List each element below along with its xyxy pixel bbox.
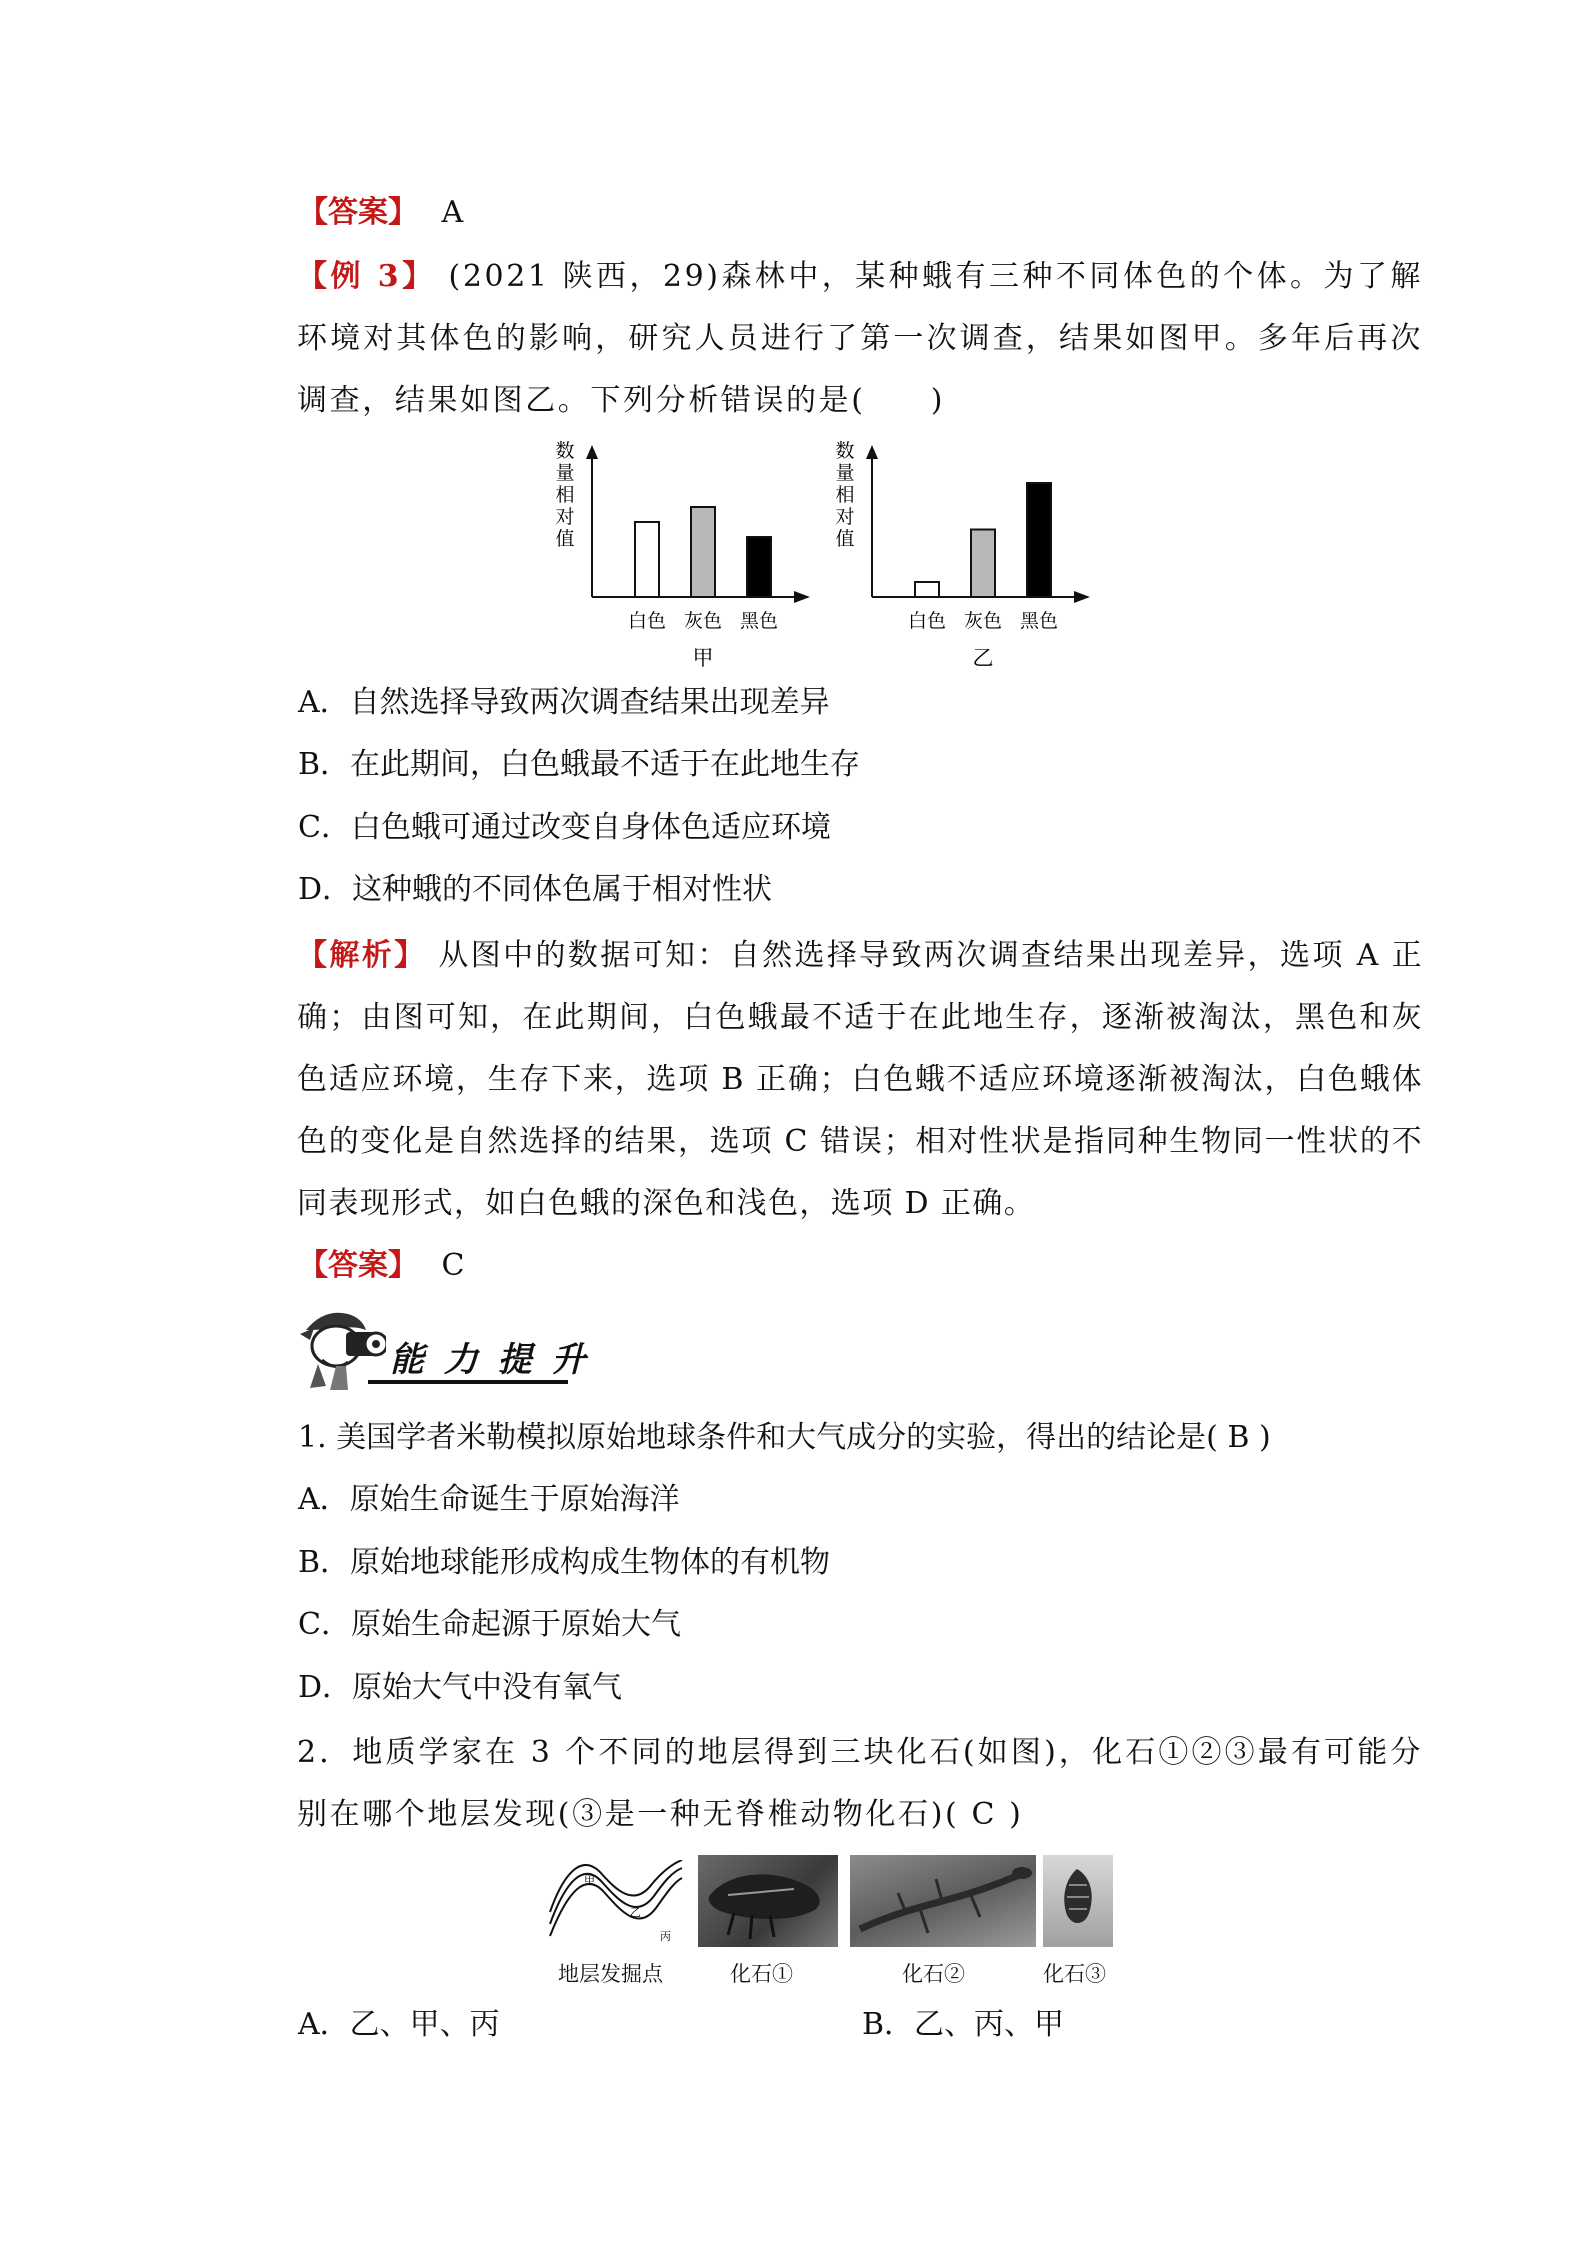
fossil-2-image xyxy=(850,1855,1036,1947)
chart-yi-ylabel-char: 数 xyxy=(835,440,855,462)
chart-yi-bar-2 xyxy=(971,530,995,598)
caption-fossil-3: 化石③ xyxy=(1043,1962,1106,1986)
fossil-1-image xyxy=(698,1855,838,1947)
chart-jia-ylabel-char: 对 xyxy=(555,506,575,528)
caption-fossil-1: 化石① xyxy=(730,1962,793,1986)
chart-jia-ylabel-char: 值 xyxy=(555,528,575,550)
answer-value: A xyxy=(441,195,464,230)
answer-value: C xyxy=(441,1248,465,1283)
q1-option-a: A．原始生命诞生于原始海洋 xyxy=(298,1482,680,1517)
chart-jia-bar-3 xyxy=(747,537,771,597)
chart-yi-bar-3 xyxy=(1027,483,1051,597)
chart-jia-bar-2 xyxy=(691,507,715,597)
chart-yi-x-arrow xyxy=(1074,591,1090,603)
layer-label-jia: 甲 xyxy=(584,1874,595,1887)
layer-label-bing: 丙 xyxy=(660,1930,671,1943)
chart-jia-category-label: 黑色 xyxy=(739,610,779,632)
analysis-tag: 【解析】 xyxy=(297,938,427,973)
chart-jia-title: 甲 xyxy=(692,646,714,670)
answer-line-2 xyxy=(298,1246,465,1286)
chart-yi-category-label: 白色 xyxy=(907,610,947,632)
q1-option-d: D．原始大气中没有氧气 xyxy=(298,1670,623,1705)
chart-yi-y-arrow xyxy=(866,445,878,459)
chart-yi-title: 乙 xyxy=(972,646,994,670)
chart-yi-category-label: 黑色 xyxy=(1019,610,1059,632)
q1-option-b: B．原始地球能形成构成生物体的有机物 xyxy=(298,1545,831,1580)
strata-diagram xyxy=(548,1860,683,1945)
chart-jia-x-arrow xyxy=(794,591,810,603)
q2-option-a: A．乙、甲、丙 xyxy=(298,2007,500,2042)
section-title: 能 力 提 升 xyxy=(390,1340,590,1380)
chart-yi-ylabel-char: 对 xyxy=(835,506,855,528)
analysis-text: 从图中的数据可知：自然选择导致两次调查结果出现差异，选项 A 正确；由图可知，在此期间，白色蛾最不适于在此地生存，逐渐被淘汰，黑色和灰色适应环境，生存下来，选项 B 正确；白色蛾不适应环境逐渐被淘汰，白色蛾体色的变化是自然选择的结果，选项 C 错误；相对性状是指同种生物同一性状的不同表现形式，如白色蛾的深色和浅色，选项 D 正确。 xyxy=(297,938,1423,1221)
example-option-c: C．白色蛾可通过改变自身体色适应环境 xyxy=(298,810,831,845)
chart-jia-ylabel-char: 相 xyxy=(555,484,575,506)
chart-yi-category-label: 灰色 xyxy=(963,610,1003,632)
example-3-question xyxy=(237,246,1423,432)
chart-yi-bar-1 xyxy=(915,582,939,597)
chart-jia-y-arrow xyxy=(586,445,598,459)
q1-text: 1. 美国学者米勒模拟原始地球条件和大气成分的实验，得出的结论是( B ) xyxy=(298,1420,1271,1455)
chart-yi-ylabel-char: 相 xyxy=(835,484,855,506)
answer-tag: 【答案】 xyxy=(298,1248,418,1283)
q2-text: 2．地质学家在 3 个不同的地层得到三块化石(如图)，化石①②③最有可能分别在哪个地层发现(③是一种无脊椎动物化石)( C ) xyxy=(297,1735,1423,1832)
chart-jia-bar-1 xyxy=(635,522,659,597)
q2-option-b: B．乙、丙、甲 xyxy=(862,2007,1065,2042)
q1-option-c: C．原始生命起源于原始大气 xyxy=(298,1607,681,1642)
example-tag: 【例 3】 xyxy=(297,259,436,294)
chart-yi-ylabel-char: 值 xyxy=(835,528,855,550)
example-option-b: B．在此期间，白色蛾最不适于在此地生存 xyxy=(298,747,861,782)
example-option-a: A．自然选择导致两次调查结果出现差异 xyxy=(298,685,830,720)
chart-jia-category-label: 白色 xyxy=(627,610,667,632)
bar-charts-figure xyxy=(540,435,1120,670)
chart-jia-ylabel-char: 数 xyxy=(555,440,575,462)
chart-yi-ylabel-char: 量 xyxy=(835,462,855,484)
example-option-d: D．这种蛾的不同体色属于相对性状 xyxy=(298,872,773,907)
answer-tag: 【答案】 xyxy=(298,195,418,230)
caption-strata: 地层发掘点 xyxy=(558,1962,663,1986)
chart-jia-category-label: 灰色 xyxy=(683,610,723,632)
analysis-paragraph xyxy=(237,925,1423,1235)
answer-line-1 xyxy=(298,193,463,233)
layer-label-yi: 乙 xyxy=(630,1906,641,1919)
example-text: (2021 陕西，29)森林中，某种蛾有三种不同体色的个体。为了解环境对其体色的影响，研究人员进行了第一次调查，结果如图甲。多年后再次调查，结果如图乙。下列分析错误的是( ) xyxy=(297,259,1423,418)
chart-jia-ylabel-char: 量 xyxy=(555,462,575,484)
caption-fossil-2: 化石② xyxy=(902,1962,965,1986)
reader-mascot-icon xyxy=(296,1300,386,1392)
fossil-3-image xyxy=(1043,1855,1113,1947)
